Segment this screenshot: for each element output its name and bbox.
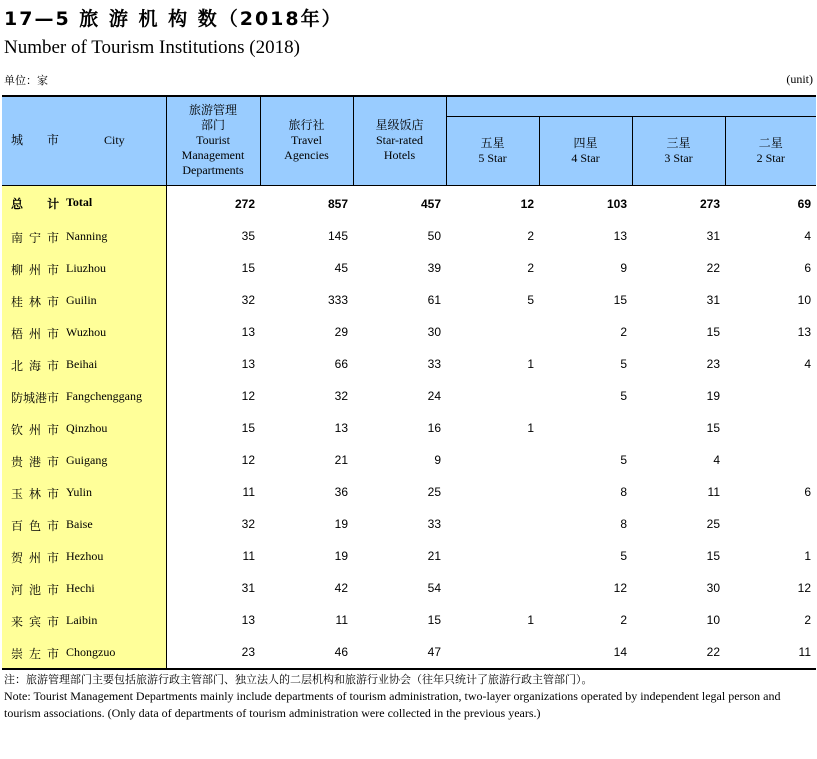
table-row	[2, 220, 816, 252]
city-name-cn: 桂林市	[11, 294, 66, 309]
table-row	[2, 508, 816, 540]
header-travel-agencies	[260, 96, 353, 185]
city-cell	[2, 252, 166, 284]
value-cell-s4: 15	[613, 292, 627, 307]
city-name-en: Nanning	[66, 228, 108, 243]
city-name-cn: 贵港市	[11, 454, 66, 469]
value-cell-s3: 31	[706, 292, 720, 307]
value-cell-s2	[725, 380, 816, 412]
table-row	[2, 284, 816, 316]
value-cell-s2: 69	[797, 196, 811, 211]
value-cell-ta: 19	[334, 548, 348, 563]
city-name-en: Total	[66, 194, 93, 209]
header-tmd-en-1: Tourist	[196, 133, 230, 148]
header-5-star	[446, 116, 539, 185]
value-cell-s2: 13	[797, 324, 811, 339]
value-cell-s3: 10	[706, 612, 720, 627]
city-name-en: Hechi	[66, 580, 95, 595]
city-name-en: Liuzhou	[66, 260, 106, 275]
value-cell-ta: 145	[327, 228, 348, 243]
value-cell-tmd: 12	[241, 452, 255, 467]
header-sh-en-2: Hotels	[383, 148, 416, 163]
value-cell-sh: 39	[427, 260, 441, 275]
header-2-star-en: 2 Star	[756, 150, 785, 165]
header-2-star-cn: 二星	[758, 135, 783, 150]
value-cell-ta: 36	[334, 484, 348, 499]
city-name-en: Chongzuo	[66, 644, 116, 659]
value-cell-s4: 8	[620, 484, 627, 499]
value-cell-s3: 15	[706, 548, 720, 563]
header-ta-cn: 旅行社	[288, 118, 325, 133]
value-cell-s5	[446, 572, 539, 604]
value-cell-tmd: 13	[241, 612, 255, 627]
city-name-cn: 钦州市	[11, 422, 66, 437]
value-cell-s3: 15	[706, 324, 720, 339]
city-name-cn: 梧州市	[11, 326, 66, 341]
city-name-en: Guigang	[66, 452, 108, 467]
value-cell-s4	[539, 412, 632, 444]
value-cell-s2: 6	[804, 260, 811, 275]
value-cell-s5	[446, 476, 539, 508]
value-cell-s2: 11	[725, 636, 816, 669]
value-cell-tmd: 272	[234, 196, 255, 211]
value-cell-s2	[725, 444, 816, 476]
value-cell-s5: 12	[520, 196, 534, 211]
value-cell-s5: 1	[527, 420, 534, 435]
value-cell-s5: 2	[527, 228, 534, 243]
tourism-institutions-table	[2, 95, 816, 670]
table-row	[2, 444, 816, 476]
city-name-en: Hezhou	[66, 548, 104, 563]
table-row	[2, 412, 816, 444]
city-name-cn: 柳州市	[11, 262, 66, 277]
value-cell-tmd: 35	[241, 228, 255, 243]
city-cell	[2, 540, 166, 572]
table-row	[2, 572, 816, 604]
city-cell	[2, 284, 166, 316]
value-cell-s2: 4	[804, 356, 811, 371]
value-cell-tmd: 31	[241, 580, 255, 595]
value-cell-s3: 30	[706, 580, 720, 595]
value-cell-s5	[446, 540, 539, 572]
page-title-cn: 17—5 旅 游 机 构 数（2018年）	[4, 8, 343, 30]
value-cell-sh: 47	[353, 636, 446, 669]
header-star-groups	[446, 96, 816, 116]
header-ta-en-1: Travel	[291, 133, 322, 148]
table-row	[2, 476, 816, 508]
value-cell-s3: 19	[706, 388, 720, 403]
header-sh-cn: 星级饭店	[375, 118, 424, 133]
value-cell-ta: 19	[334, 516, 348, 531]
value-cell-ta: 29	[334, 324, 348, 339]
header-5-star-en: 5 Star	[478, 150, 507, 165]
header-3-star-cn: 三星	[666, 135, 691, 150]
table-row	[2, 380, 816, 412]
header-tmd-cn-1: 旅游管理	[188, 103, 237, 118]
value-cell-s2: 12	[797, 580, 811, 595]
city-cell	[2, 412, 166, 444]
table-row-total	[2, 185, 816, 220]
value-cell-s5	[446, 444, 539, 476]
value-cell-s3: 22	[632, 636, 725, 669]
value-cell-sh: 9	[434, 452, 441, 467]
value-cell-s4: 103	[606, 196, 627, 211]
header-5-star-cn: 五星	[480, 135, 505, 150]
header-3-star-en: 3 Star	[664, 150, 693, 165]
header-4-star-cn: 四星	[573, 135, 598, 150]
header-tmd-en-2: Management	[181, 148, 245, 163]
value-cell-ta: 45	[334, 260, 348, 275]
city-name-en: Wuzhou	[66, 324, 107, 339]
value-cell-s4: 8	[620, 516, 627, 531]
value-cell-s2: 4	[804, 228, 811, 243]
page-title-en: Number of Tourism Institutions (2018)	[4, 37, 300, 58]
table-row	[2, 252, 816, 284]
city-name-en: Yulin	[66, 484, 93, 499]
table-header	[2, 96, 816, 185]
value-cell-ta: 32	[334, 388, 348, 403]
value-cell-s3: 11	[707, 484, 720, 499]
value-cell-s3: 25	[706, 516, 720, 531]
value-cell-s3: 15	[706, 420, 720, 435]
unit-label-cn: 单位：家	[4, 74, 48, 87]
value-cell-s4: 12	[613, 580, 627, 595]
footnote-cn: 注：旅游管理部门主要包括旅游行政主管部门、独立法人的二层机构和旅游行业协会（往年只统计了旅游行政主管部门）。	[4, 673, 593, 686]
table-row	[2, 348, 816, 380]
header-city-en: City	[104, 133, 125, 147]
footnote	[4, 671, 812, 722]
header-tmd-en-3: Departments	[182, 163, 244, 178]
city-cell	[2, 220, 166, 252]
value-cell-sh: 16	[427, 420, 441, 435]
value-cell-tmd: 15	[241, 260, 255, 275]
header-city-cn: 城 市	[11, 133, 69, 147]
header-4-star-en: 4 Star	[571, 150, 600, 165]
value-cell-sh: 50	[427, 228, 441, 243]
value-cell-s4: 2	[620, 324, 627, 339]
value-cell-s5: 2	[527, 260, 534, 275]
header-2-star	[725, 116, 816, 185]
table-row	[2, 636, 816, 669]
value-cell-s2: 2	[804, 612, 811, 627]
header-4-star	[539, 116, 632, 185]
value-cell-tmd: 15	[241, 420, 255, 435]
table-body	[2, 185, 816, 669]
city-name-cn: 防城港市	[11, 390, 60, 405]
city-cell	[2, 508, 166, 540]
city-cell	[2, 380, 166, 412]
city-name-en: Qinzhou	[66, 420, 108, 435]
value-cell-tmd: 11	[242, 484, 255, 499]
value-cell-s4: 5	[620, 388, 627, 403]
city-cell	[2, 444, 166, 476]
value-cell-sh: 24	[427, 388, 441, 403]
city-name-cn: 河池市	[11, 582, 66, 597]
value-cell-s5	[446, 508, 539, 540]
value-cell-s2: 1	[804, 548, 811, 563]
city-name-cn: 南宁市	[11, 230, 66, 245]
table-row	[2, 604, 816, 636]
table-row	[2, 540, 816, 572]
value-cell-s5	[446, 380, 539, 412]
value-cell-s5	[446, 316, 539, 348]
value-cell-tmd: 32	[241, 516, 255, 531]
value-cell-tmd: 11	[242, 548, 255, 563]
value-cell-sh: 21	[427, 548, 441, 563]
header-tourist-management	[166, 96, 260, 185]
city-name-cn: 贺州市	[11, 550, 66, 565]
value-cell-s2: 6	[804, 484, 811, 499]
value-cell-s4: 2	[620, 612, 627, 627]
value-cell-s2	[725, 412, 816, 444]
value-cell-ta: 66	[334, 356, 348, 371]
city-name-cn: 玉林市	[11, 486, 66, 501]
city-name-cn: 总 计	[11, 196, 70, 211]
value-cell-ta: 857	[327, 196, 348, 211]
header-sh-en-1: Star-rated	[375, 133, 424, 148]
city-cell	[2, 604, 166, 636]
value-cell-s5: 5	[527, 292, 534, 307]
header-tmd-cn-2: 部门	[200, 118, 225, 133]
value-cell-s4: 5	[620, 452, 627, 467]
value-cell-sh: 54	[427, 580, 441, 595]
value-cell-s3: 22	[706, 260, 720, 275]
value-cell-tmd: 32	[241, 292, 255, 307]
value-cell-ta: 21	[334, 452, 348, 467]
table-row	[2, 316, 816, 348]
city-name-cn: 百色市	[11, 518, 66, 533]
value-cell-s5	[446, 636, 539, 669]
value-cell-s3: 273	[699, 196, 720, 211]
value-cell-s4: 14	[539, 636, 632, 669]
city-name-cn: 北海市	[11, 358, 66, 373]
value-cell-sh: 30	[427, 324, 441, 339]
value-cell-s4: 5	[620, 548, 627, 563]
city-cell	[2, 316, 166, 348]
value-cell-ta: 11	[335, 612, 348, 627]
value-cell-sh: 33	[427, 356, 441, 371]
header-city	[2, 96, 166, 185]
city-name-en: Fangchenggang	[66, 388, 142, 403]
city-cell	[2, 348, 166, 380]
city-name-en: Guilin	[66, 292, 97, 307]
value-cell-s4: 5	[620, 356, 627, 371]
city-cell	[2, 185, 166, 220]
value-cell-tmd: 12	[241, 388, 255, 403]
value-cell-s2: 10	[797, 292, 811, 307]
value-cell-sh: 457	[420, 196, 441, 211]
city-cell	[2, 476, 166, 508]
header-star-rated-hotels	[353, 96, 446, 185]
city-cell	[2, 636, 166, 669]
value-cell-s2	[725, 508, 816, 540]
header-ta-en-2: Agencies	[284, 148, 329, 163]
value-cell-ta: 333	[327, 292, 348, 307]
value-cell-s3: 4	[713, 452, 720, 467]
value-cell-ta: 42	[334, 580, 348, 595]
value-cell-tmd: 13	[241, 324, 255, 339]
footnote-en: Note: Tourist Management Departments mainly include departments of tourism administration, two-layer organizations operated by independent legal person and tourism associations. (Only data of departments of tourism administration were collected in the previous years.)	[4, 689, 781, 720]
value-cell-sh: 15	[427, 612, 441, 627]
city-name-en: Baise	[66, 516, 93, 531]
unit-label-en: (unit)	[786, 72, 813, 86]
value-cell-sh: 25	[427, 484, 441, 499]
city-name-en: Beihai	[66, 356, 98, 371]
value-cell-s5: 1	[527, 612, 534, 627]
value-cell-ta: 46	[260, 636, 353, 669]
value-cell-s3: 31	[706, 228, 720, 243]
value-cell-tmd: 13	[241, 356, 255, 371]
value-cell-s5: 1	[527, 356, 534, 371]
city-name-cn: 来宾市	[11, 614, 66, 629]
city-name-cn: 崇左市	[11, 646, 66, 661]
value-cell-s4: 9	[620, 260, 627, 275]
header-3-star	[632, 116, 725, 185]
value-cell-sh: 33	[427, 516, 441, 531]
value-cell-ta: 13	[334, 420, 348, 435]
value-cell-tmd: 23	[166, 636, 260, 669]
value-cell-sh: 61	[427, 292, 441, 307]
value-cell-s4: 13	[613, 228, 627, 243]
city-name-en: Laibin	[66, 612, 98, 627]
value-cell-s3: 23	[706, 356, 720, 371]
city-cell	[2, 572, 166, 604]
